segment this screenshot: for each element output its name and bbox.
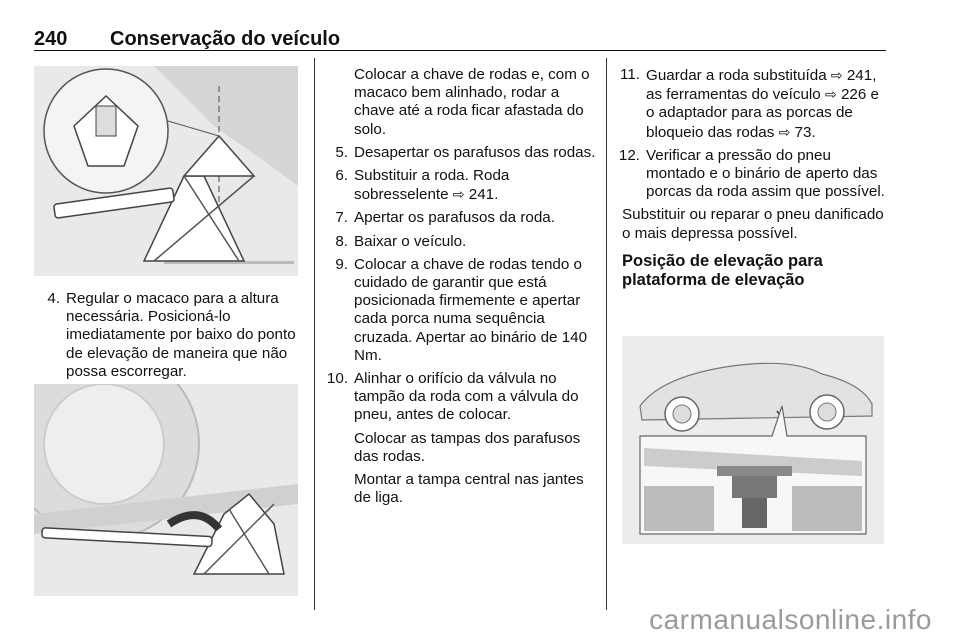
reference-arrow-icon: ⇨ — [830, 67, 843, 83]
step-number: 6. — [335, 167, 348, 185]
page-title: Conservação do veículo — [110, 28, 341, 50]
figure-lift-point — [622, 336, 884, 544]
figure-jack-crank — [34, 384, 298, 596]
figure-jack-positioning — [34, 66, 298, 276]
column-3 — [614, 66, 890, 298]
column-divider-1 — [314, 58, 315, 610]
step-4-block — [34, 290, 304, 386]
reference-arrow-icon: ⇨ — [778, 123, 791, 140]
step-number: 11. — [620, 66, 640, 83]
column-2 — [322, 66, 602, 512]
step-number: 12. — [618, 146, 640, 164]
note-paragraph: Substituir ou reparar o pneu danificado o mais depressa possível. — [622, 206, 884, 242]
step-number: 7. — [335, 209, 348, 227]
page-reference-link[interactable]: 241 — [846, 67, 873, 84]
step-10-paragraph-2: Colocar as tampas dos parafusos das rodas. — [354, 429, 581, 465]
reference-arrow-icon: ⇨ — [824, 86, 837, 103]
header-rule — [34, 50, 886, 51]
reference-arrow-icon: ⇨ — [452, 186, 465, 203]
page-reference-link[interactable]: 73. — [794, 123, 816, 141]
column-divider-2 — [606, 58, 607, 610]
step-text: Colocar a chave de rodas tendo o cuidado de garantir que está posicionada firmemente e apertar cada porca numa sequência cruzada. Apertar ao binário de 140 Nm. — [354, 255, 588, 364]
page-number: 240 — [34, 28, 68, 50]
step-number: 10. — [326, 370, 348, 388]
step-11-text-b: , as ferramentas do veículo — [646, 67, 877, 104]
step-text: Regular o macaco para a altura necessária. Posicioná-lo imediatamente por baixo do ponto de elevação de maneira que não possa escorregar. — [66, 290, 296, 380]
step-text: Desapertar os parafusos das rodas. — [354, 143, 596, 161]
page-reference-link[interactable]: 226 — [840, 86, 867, 104]
step-text: Substituir a roda. Roda sobresselente — [354, 167, 510, 204]
intro-paragraph: Colocar a chave de rodas e, com o macaco bem alinhado, rodar a chave até a roda ficar afastada do solo. — [354, 66, 590, 138]
step-text: Alinhar o orifício da válvula no tampão da roda com a válvula do pneu, antes de colocar. — [354, 370, 579, 424]
page-reference-link[interactable]: 241. — [468, 186, 499, 204]
step-number: 8. — [335, 232, 348, 250]
step-10-paragraph-3: Montar a tampa central nas jantes de liga. — [354, 471, 584, 507]
page-header — [34, 28, 340, 51]
step-11-text-a: Guardar a roda substituída — [646, 67, 831, 84]
step-text: Baixar o veículo. — [354, 232, 467, 250]
step-text: Verificar a pressão do pneu montado e o binário de aperto das porcas da roda assim que possível. — [646, 146, 885, 201]
section-subheading: Posição de elevação para plataforma de elevação — [622, 251, 823, 289]
step-11-text-c: e o adaptador para as porcas de bloqueio das rodas — [646, 86, 879, 141]
step-number: 5. — [335, 143, 348, 161]
watermark-footer: carmanualsonline.info — [649, 604, 932, 635]
step-number: 4. — [47, 290, 60, 307]
step-number: 9. — [335, 255, 348, 273]
step-text: Apertar os parafusos da roda. — [354, 209, 555, 227]
